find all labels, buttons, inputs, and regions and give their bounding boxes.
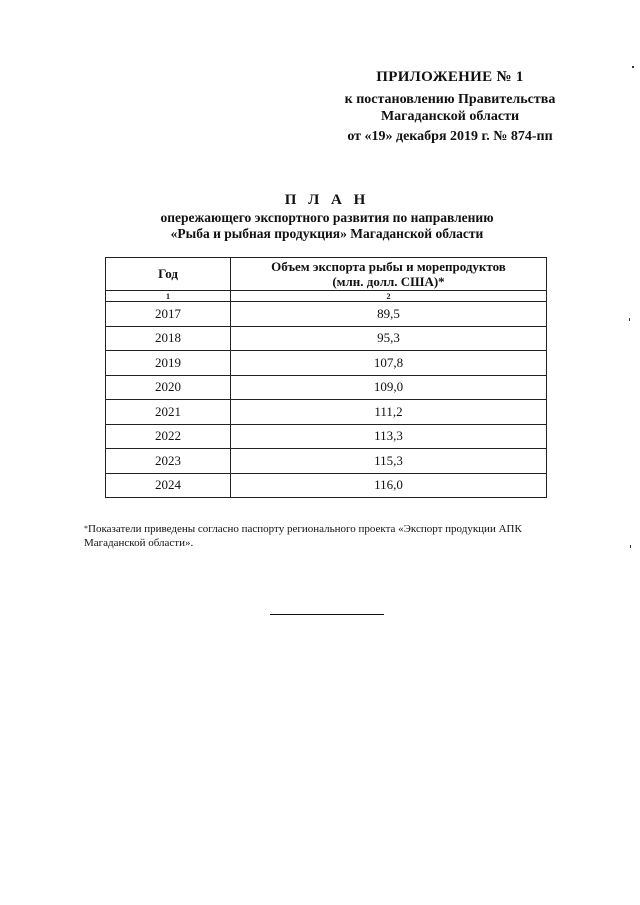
table-row xyxy=(106,351,547,376)
table-row xyxy=(106,449,547,474)
table-row xyxy=(106,400,547,425)
table-row xyxy=(106,326,547,351)
year-cell: 2023 xyxy=(106,449,231,474)
appendix-date: от «19» декабря 2019 г. № 874-пп xyxy=(347,129,553,144)
header-volume xyxy=(231,258,547,291)
value-cell: 111,2 xyxy=(231,400,547,425)
year-cell: 2021 xyxy=(106,400,231,425)
footnote-mark: * xyxy=(84,524,88,533)
year-cell: 2017 xyxy=(106,302,231,327)
export-plan-table xyxy=(105,257,547,498)
year-cell: 2018 xyxy=(106,326,231,351)
year-cell: 2019 xyxy=(106,351,231,376)
column-number-row xyxy=(106,291,547,302)
header-volume-line2: (млн. долл. США)* xyxy=(332,274,445,289)
value-cell: 113,3 xyxy=(231,424,547,449)
footnote-text-line2: Магаданской области». xyxy=(84,537,194,549)
scan-speck xyxy=(630,545,631,548)
header-volume-line1: Объем экспорта рыбы и морепродуктов xyxy=(271,259,506,274)
value-cell: 95,3 xyxy=(231,326,547,351)
year-cell: 2022 xyxy=(106,424,231,449)
column-number-1: 1 xyxy=(106,291,231,302)
closing-rule xyxy=(270,614,384,615)
footnote xyxy=(84,522,584,550)
value-cell: 89,5 xyxy=(231,302,547,327)
column-number-2: 2 xyxy=(231,291,547,302)
table-row xyxy=(106,375,547,400)
value-cell: 107,8 xyxy=(231,351,547,376)
table-row xyxy=(106,424,547,449)
value-cell: 116,0 xyxy=(231,473,547,498)
year-cell: 2020 xyxy=(106,375,231,400)
year-cell: 2024 xyxy=(106,473,231,498)
header-year: Год xyxy=(106,258,231,291)
value-cell: 115,3 xyxy=(231,449,547,474)
table-row xyxy=(106,473,547,498)
footnote-text-line1: Показатели приведены согласно паспорту регионального проекта «Экспорт продукции АПК xyxy=(88,523,522,535)
plan-title: П Л А Н xyxy=(284,192,370,208)
table-header-row xyxy=(106,258,547,291)
appendix-title: ПРИЛОЖЕНИЕ № 1 xyxy=(376,69,524,85)
scan-speck xyxy=(629,318,630,321)
table-row xyxy=(106,302,547,327)
appendix-region-line: Магаданской области xyxy=(380,109,520,124)
plan-subtitle-line2: «Рыба и рыбная продукция» Магаданской области xyxy=(170,226,484,241)
plan-subtitle-line1: опережающего экспортного развития по направлению xyxy=(160,210,494,225)
scan-speck xyxy=(632,66,634,68)
value-cell: 109,0 xyxy=(231,375,547,400)
appendix-resolution-line: к постановлению Правительства xyxy=(344,92,556,107)
